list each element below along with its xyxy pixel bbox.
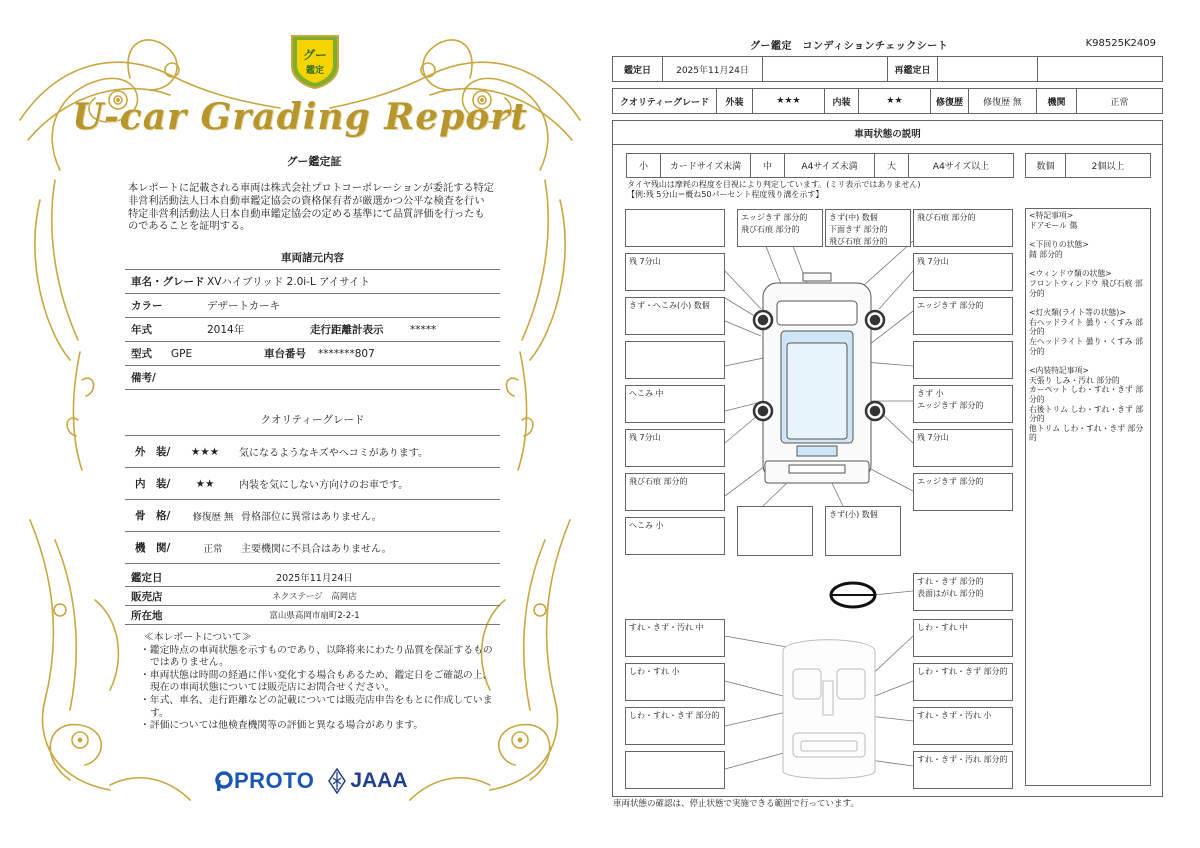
address-value: 富山県高岡市扇町2-2-1 [269,611,360,621]
remark-line: 右後トリム しわ・すれ・きず 部分的 [1029,404,1144,424]
exterior-car-top-view [763,273,871,479]
remark-line: 右ヘッドライト 曇り・くすみ 部分的 [1029,317,1143,337]
color-value: デザートカーキ [207,300,281,312]
inspection-date-value: 2025年11月24日 [276,573,353,584]
sheet-id: K98525K2409 [1085,38,1156,49]
sheet-title: グー鑑定 コンディションチェックシート [750,41,949,52]
rear-bumper-view [765,461,869,483]
int-value: ★★ [859,89,931,113]
sheet-date-label: 鑑定日 [613,57,663,81]
qty-label: 数個 [1026,154,1066,177]
exterior-comment-box: 飛び石痕 部分的 [913,209,1013,247]
name-value: XVハイブリッド 2.0i-L アイサイト [207,276,370,288]
grade-row-interior [125,468,500,500]
tread-note-example: 【例:残 5分山＝概ね50パーセント程度残り溝を示す】 [627,190,824,199]
note-item: ・鑑定時点の車両状態を示すものであり、以降将来にわたり品質を保証するものではありません。 [140,644,493,669]
remarks-label: 備考/ [131,372,156,384]
sponsor-logos [214,768,408,794]
proto-logo [214,768,314,794]
grade-row-frame [125,500,500,532]
shop-row [125,587,500,606]
mileage-value: ***** [410,323,437,336]
remark-group [1029,308,1147,356]
blank-cell [1038,57,1162,81]
jaaa-logo [328,768,407,794]
size-large-label: 大 [875,154,909,177]
condition-section-title: 車両状態の説明 [613,121,1162,145]
interior-comment-box: すれ・きず・汚れ 部分的 [913,751,1013,789]
remark-line: 他トリム しわ・すれ・きず 部分的 [1029,423,1144,443]
engine-grade-desc: 主要機関に不具合はありません。 [241,544,392,555]
remark-group [1029,366,1147,443]
quality-heading: クオリティーグレード [125,408,500,436]
exterior-comment-box: へこみ 小 [625,517,725,555]
note-item: ・評価については他検査機関等の評価と異なる場合があります。 [140,720,424,732]
certificate-title: グー鑑定証 [286,155,342,168]
qg-label: クオリティーグレード [613,89,717,113]
address-row [125,606,500,625]
exterior-comment-box: きず 小 エッジきず 部分的 [913,385,1013,423]
tread-note-line: タイヤ残山は摩耗の程度を目視により判定しています。(ミリ表示ではありません) [627,180,921,189]
reinspect-date-label: 再鑑定日 [888,57,938,81]
remark-group [1029,269,1147,298]
exterior-comment-box: 残 7分山 [913,429,1013,467]
engine-label: 機関 [1037,89,1077,113]
svg-text:鑑定: 鑑定 [305,66,325,76]
engine-value: 正常 [1110,97,1129,108]
remark-group [1029,211,1147,230]
remark-line: カーペット しわ・すれ・きず 部分的 [1029,385,1144,404]
wheel-icons [754,311,884,420]
chassis-value: *******807 [318,347,375,360]
exterior-comment-box: きず(小) 数個 [825,506,901,556]
goo-appraisal-badge-icon [288,32,342,90]
inspection-date-table [612,56,1163,82]
quantity-legend [1025,153,1151,178]
year-value: 2014年 [207,324,245,336]
exterior-comment-box: エッジきず 部分的 飛び石痕 部分的 [737,209,823,247]
engine-grade-value: 正常 [203,543,223,555]
interior-comment-box: しわ・すれ・きず 部分的 [625,707,725,745]
exterior-comment-box [625,209,725,247]
quality-grade-section [125,408,500,564]
exterior-comment-box [913,341,1013,379]
size-medium-desc: A4サイズ未満 [785,154,875,177]
size-small-desc: カードサイズ未満 [661,154,751,177]
jaaa-logo-text: JAAA [350,769,408,792]
interior-comment-box: しわ・すれ 小 [625,663,725,701]
remark-heading: <下回りの状態> [1029,240,1089,250]
spec-row-remarks [125,366,500,390]
interior-comment-box: しわ・すれ・きず 部分的 [913,663,1013,701]
exterior-comment-box: きず・へこみ(小) 数個 [625,297,725,335]
remark-heading: <ウィンドウ類の状態> [1029,269,1112,279]
size-small-label: 小 [627,154,661,177]
repair-label: 修復歴 [931,89,969,113]
notes-heading: ≪本レポートについて≫ [144,632,252,643]
repair-value: 修復歴 無 [969,89,1037,113]
proto-logo-text: PROTO [234,768,315,793]
interior-top-view [783,640,875,779]
remarks-panel [1025,208,1151,786]
exterior-comment-box [737,506,813,556]
grade-row-engine [125,532,500,564]
vehicle-condition-panel [612,120,1163,797]
note-item: ・年式、車名、走行距離などの記載については販売店申告をもとに作成しています。 [140,694,493,719]
spec-row-color [125,294,500,318]
inspection-date-label: 鑑定日 [131,571,163,584]
report-script-title: U-car Grading Report [72,96,528,138]
remark-line: ドアモール 傷 [1029,220,1078,230]
shop-info-section [125,568,500,625]
shop-value: ネクステージ 高岡店 [272,592,357,602]
frame-grade-value: 修復歴 無 [192,511,234,523]
svg-text:グー: グー [302,48,328,62]
exterior-grade-value: ★★★ [190,445,220,458]
address-label: 所在地 [131,609,163,622]
exterior-comment-box: エッジきず 部分的 [913,473,1013,511]
frame-grade-label: 骨 格/ [135,510,171,522]
tread-note [627,180,920,200]
certificate-intro: 本レポートに記載される車両は株式会社プロトコーポレーションが委託する特定非営利活動法人日本自動車鑑定協会の資格保有者が厳選かつ公平な検査を行い特定非営利活動法人日本自動車鑑定協会の定める基準にて品質評価を行ったものであることを証明する。 [128,183,494,233]
note-item: ・車両状態は時間の経過に伴い変化する場合もあるため、鑑定日をご確認の上、現在の車両状態については販売店にお問合せください。 [140,669,493,694]
model-label: 型式 [131,348,152,360]
interior-comment-box: すれ・きず 部分的 表面はがれ 部分的 [913,573,1013,611]
ext-label: 外装 [717,89,753,113]
remark-heading: <内装特記事項> [1029,366,1089,376]
name-label: 車名・グレード [131,276,205,288]
interior-comment-box: すれ・きず・汚れ 小 [913,707,1013,745]
condition-check-sheet [600,0,1200,848]
exterior-comment-box: 飛び石痕 部分的 [625,473,725,511]
remark-group [1029,240,1147,259]
quality-grade-table [612,88,1163,114]
reinspect-date-value [938,57,1038,81]
interior-grade-desc: 内装を気にしない方向けのお車です。 [239,480,409,491]
year-label: 年式 [131,324,152,336]
exterior-grade-label: 外 装/ [135,446,171,458]
exterior-comment-box: へこみ 中 [625,385,725,423]
size-legend [626,153,1014,178]
remark-heading: <特記事項> [1029,211,1074,220]
remark-line: 左ヘッドライト 曇り・くすみ 部分的 [1029,336,1143,356]
exterior-comment-box: 残 7分山 [625,253,725,291]
remark-line: 天張り しみ・汚れ 部分的 [1029,375,1120,385]
int-label: 内装 [825,89,859,113]
size-medium-label: 中 [751,154,785,177]
model-value: GPE [171,347,193,360]
mileage-label: 走行距離計表示 [310,324,384,336]
engine-grade-label: 機 関/ [135,542,171,554]
exterior-comment-box: 残 7分山 [913,253,1013,291]
remark-line: フロントウィンドウ 飛び石痕 部分的 [1029,278,1143,298]
proto-mark-icon [214,770,234,792]
vehicle-spec-section [125,250,500,390]
exterior-comment-box: 残 7分山 [625,429,725,467]
spec-row-model [125,342,500,366]
size-large-desc: A4サイズ以上 [932,162,990,172]
exterior-comment-box: エッジきず 部分的 [913,297,1013,335]
exterior-comment-box: きず(中) 数個 下面きず 部分的 飛び石痕 部分的 [825,209,911,247]
interior-grade-label: 内 装/ [135,478,171,490]
interior-comment-box: すれ・きず・汚れ 中 [625,619,725,657]
sheet-date-value: 2025年11月24日 [663,57,763,81]
steering-wheel-icon [831,583,875,607]
remark-line: 錆 部分的 [1029,249,1063,259]
blank-cell [763,57,888,81]
shop-label: 販売店 [131,590,163,603]
ext-value: ★★★ [753,89,825,113]
frame-grade-desc: 骨格部位に異常はありません。 [241,512,382,523]
chassis-label: 車台番号 [264,348,306,360]
spec-row-name [125,270,500,294]
inspection-date-row [125,568,500,587]
color-label: カラー [131,300,163,312]
spec-heading: 車両諸元内容 [125,250,500,270]
sheet-footer-note: 車両状態の確認は、停止状態で実施できる範囲で行っています。 [613,799,859,809]
qty-desc: 2個以上 [1091,162,1125,172]
interior-grade-value: ★★ [195,477,215,490]
exterior-grade-desc: 気になるようなキズやへコミがあります。 [239,448,428,459]
report-notes [138,632,498,733]
interior-comment-box [625,751,725,789]
interior-comment-box: しわ・すれ 中 [913,619,1013,657]
grade-row-exterior [125,436,500,468]
exterior-comment-box [625,341,725,379]
spec-row-year [125,318,500,342]
jaaa-mark-icon [328,768,346,794]
remark-heading: <灯火類(ライト等の状態)> [1029,308,1126,318]
